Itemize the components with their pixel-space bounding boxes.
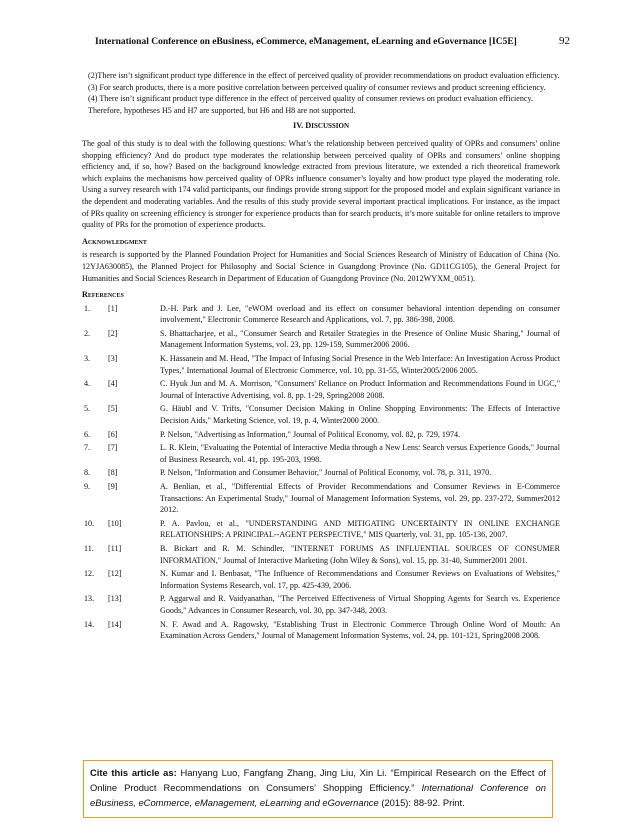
reference-bracket: [7] (108, 443, 118, 453)
reference-number: 13. (84, 594, 95, 604)
reference-number: 2. (84, 328, 91, 338)
reference-bracket: [5] (108, 404, 118, 414)
reference-text: P. Nelson, "Information and Consumer Behavior," Journal of Political Economy, vol. 78, p. 311, 1970. (160, 468, 492, 478)
reference-number: 14. (84, 619, 95, 629)
reference-item (82, 467, 560, 479)
reference-item (82, 378, 560, 401)
reference-bracket: [9] (108, 482, 118, 491)
reference-bracket: [2] (108, 328, 118, 338)
acknowledgment-heading: Acknowledgment (82, 236, 147, 246)
hypothesis-paragraph: Therefore, hypotheses H5 and H7 are supported, but H6 and H8 are not supported. (88, 105, 356, 115)
acknowledgment-text: is research is supported by the Planned Foundation Project for Humanities and Social Sciences Research of Ministry of Education of China (No. 12YJA630085), the Planned Project for Philosophy and Social Science in Guangdong Province (No. GD11CG105), the General Project for Humanities and Social Sciences Research in Department of Education of Guangdong Province (No. 2012WYXM_0051). (82, 250, 560, 283)
reference-text: C. Hyuk Jun and M. A. Morrison, "Consumers' Reliance on Product Information and Recommendations Found in UGC," Journal of Interactive Advertising, vol. 8, pp. 1-29, Spring2008 2008. (160, 379, 560, 400)
citation-authors-title: Hanyang Luo, Fangfang Zhang, Jing Liu, Xin Li. “Empirical Research on the Effect of Online Product Recommendations on Consumers’ Shopping Efficiency.” (90, 767, 546, 793)
reference-text: P. Aggarwal and R. Vaidyanathan, "The Perceived Effectiveness of Virtual Shopping Agents for Search vs. Experience Goods," Advances in Consumer Research, vol. 30, pp. 347-348, 2003. (160, 594, 560, 615)
section-heading (82, 120, 560, 133)
section-title-initial: D (305, 121, 312, 131)
reference-text: S. Bhattacharjee, et al., "Consumer Search and Retailer Strategies in the Presence of Online Music Sharing," Journal of Management Information Systems, vol. 23, pp. 129-159, Summer2006 2006. (160, 328, 560, 350)
reference-bracket: [13] (108, 594, 122, 604)
reference-number: 5. (84, 404, 91, 414)
reference-number: 9. (84, 482, 91, 491)
section-title-rest: ISCUSSION (311, 122, 350, 131)
reference-bracket: [12] (108, 569, 122, 579)
reference-text: A. Benlian, et al., "Differential Effects of Provider Recommendations and Consumer Reviews in E-Commerce Transactions: An Experimental Study," Journal of Management Information Systems, vol. 29, pp. 237-272, Summer2012 2012. (160, 482, 560, 515)
reference-item (82, 593, 560, 616)
running-header (95, 35, 570, 47)
reference-item (82, 619, 560, 642)
reference-item (82, 518, 560, 541)
reference-number: 12. (84, 569, 95, 579)
reference-item (82, 303, 560, 326)
reference-number: 10. (84, 518, 95, 528)
reference-text: P. A. Pavlou, et al., "UNDERSTANDING AND MITIGATING UNCERTAINTY IN ONLINE EXCHANGE RELATIONSHIPS: A PRINCIPAL--AGENT PERSPECTIVE," MIS Quarterly, vol. 31, pp. 105-136, 2007. (160, 518, 560, 540)
reference-number: 1. (84, 303, 91, 313)
reference-text: B. Bickart and R. M. Schindler, "INTERNET FORUMS AS INFLUENTIAL SOURCES OF CONSUMER INFORMATION," Journal of Interactive Marketing (John Wiley & Sons), vol. 15, pp. 31-40, Summer2001 2001. (160, 543, 560, 565)
reference-number: 3. (84, 354, 91, 364)
references-heading: References (82, 290, 124, 300)
reference-item (82, 543, 560, 566)
reference-bracket: [14] (108, 619, 122, 629)
reference-bracket: [6] (108, 429, 118, 439)
citation-tail: (2015): 88-92. Print. (381, 797, 465, 808)
reference-bracket: [10] (108, 518, 122, 528)
reference-text: L. R. Klein, "Evaluating the Potential of Interactive Media through a New Lens: Search versus Experience Goods," Journal of Business Research, vol. 41, pp. 195-203, 1998. (160, 443, 560, 464)
header-title: International Conference on eBusiness, eCommerce, eManagement, eLearning and eGovernance [IC5E] (95, 37, 517, 47)
reference-number: 11. (84, 543, 94, 553)
reference-number: 4. (84, 379, 91, 389)
reference-item (82, 429, 560, 441)
references-list (82, 303, 560, 642)
section-number: IV. (292, 121, 304, 131)
hypothesis-paragraph: (2)There isn’t significant product type difference in the effect of perceived quality of provider recommendations on product evaluation efficiency. (88, 71, 560, 80)
reference-number: 6. (84, 429, 91, 439)
citation-venue: International Conference on eBusiness, eCommerce, eManagement, eLearning and eGovernance (90, 782, 546, 808)
reference-bracket: [3] (108, 354, 118, 364)
reference-text: N. Kumar and I. Benbasat, "The Influence of Recommendations and Consumer Reviews on Evaluations of Websites," Information Systems Research, vol. 17, pp. 425-439, 2006. (160, 569, 560, 590)
reference-text: P. Nelson, "Advertising as Information," Journal of Political Economy, vol. 82, p. 729, 1974. (160, 429, 461, 439)
reference-item (82, 403, 560, 426)
reference-text: D.-H. Park and J. Lee, "eWOM overload and its effect on consumer behavioral intention depending on consumer involvement," Electronic Commerce Research and Applications, vol. 7, pp. 386-398, 2008. (160, 303, 560, 325)
hypothesis-paragraph: (3) For search products, there is a more positive correlation between perceived quality of consumer reviews and product screening efficiency. (88, 82, 546, 92)
hypothesis-paragraph: (4) There isn’t significant product type difference in the effect of perceived quality of consumer reviews on product evaluation efficiency. (88, 94, 534, 104)
reference-text: N. F. Awad and A. Ragowsky, "Establishing Trust in Electronic Commerce Through Online Word of Mouth: An Examination Across Genders," Journal of Management Information Systems, vol. 24, pp. 101-121, Spring2008 2008. (160, 619, 560, 641)
reference-text: G. Häubl and V. Trifts, "Consumer Decision Making in Online Shopping Environments: The Effects of Interactive Decision Aids," Marketing Science, vol. 19, p. 4, Winter2000 2000. (160, 404, 560, 426)
body-text (82, 70, 560, 644)
reference-item (82, 442, 560, 465)
reference-bracket: [11] (108, 543, 122, 553)
reference-bracket: [1] (108, 303, 118, 313)
reference-bracket: [4] (108, 379, 118, 389)
reference-item (82, 328, 560, 351)
discussion-paragraph: The goal of this study is to deal with the following questions: What’s the relationship between perceived quality of OPRs and consumers’ online shopping efficiency? And do product type moderates the relationship between perceived quality of OPRs and consumers’ online shopping efficiency and, if so, how? Based on the background knowledge extracted from previous literature, we extended a rich theoretical framework which explains the mechanisms how perceived quality of OPRs influence consumer’s loyalty and how product type played the moderating role. Using a survey research with 174 valid participants, our findings provide strong support for the proposed model and explain significant variance in the dependent and moderating variables. And the results of this study provide several important practical implications. For instance, as the impact of PRs quality on screening efficiency is stronger for experience products than for search products, it’s more suitable for online retailers to improve quality of PRs for the promotion of experience products. (82, 138, 560, 230)
reference-text: K. Hassanein and M. Head, "The Impact of Infusing Social Presence in the Web Interface: An Investigation Across Product Types," International Journal of Electronic Commerce, vol. 10, pp. 31-55, Winter2005/2006 2005. (160, 354, 560, 375)
reference-number: 8. (84, 468, 91, 478)
page-number: 92 (559, 35, 570, 47)
reference-item (82, 481, 560, 516)
reference-bracket: [8] (108, 468, 118, 478)
reference-item (82, 568, 560, 591)
citation-label: Cite this article as: (90, 767, 177, 778)
citation-box (83, 760, 553, 818)
reference-number: 7. (84, 443, 91, 453)
reference-item (82, 353, 560, 376)
